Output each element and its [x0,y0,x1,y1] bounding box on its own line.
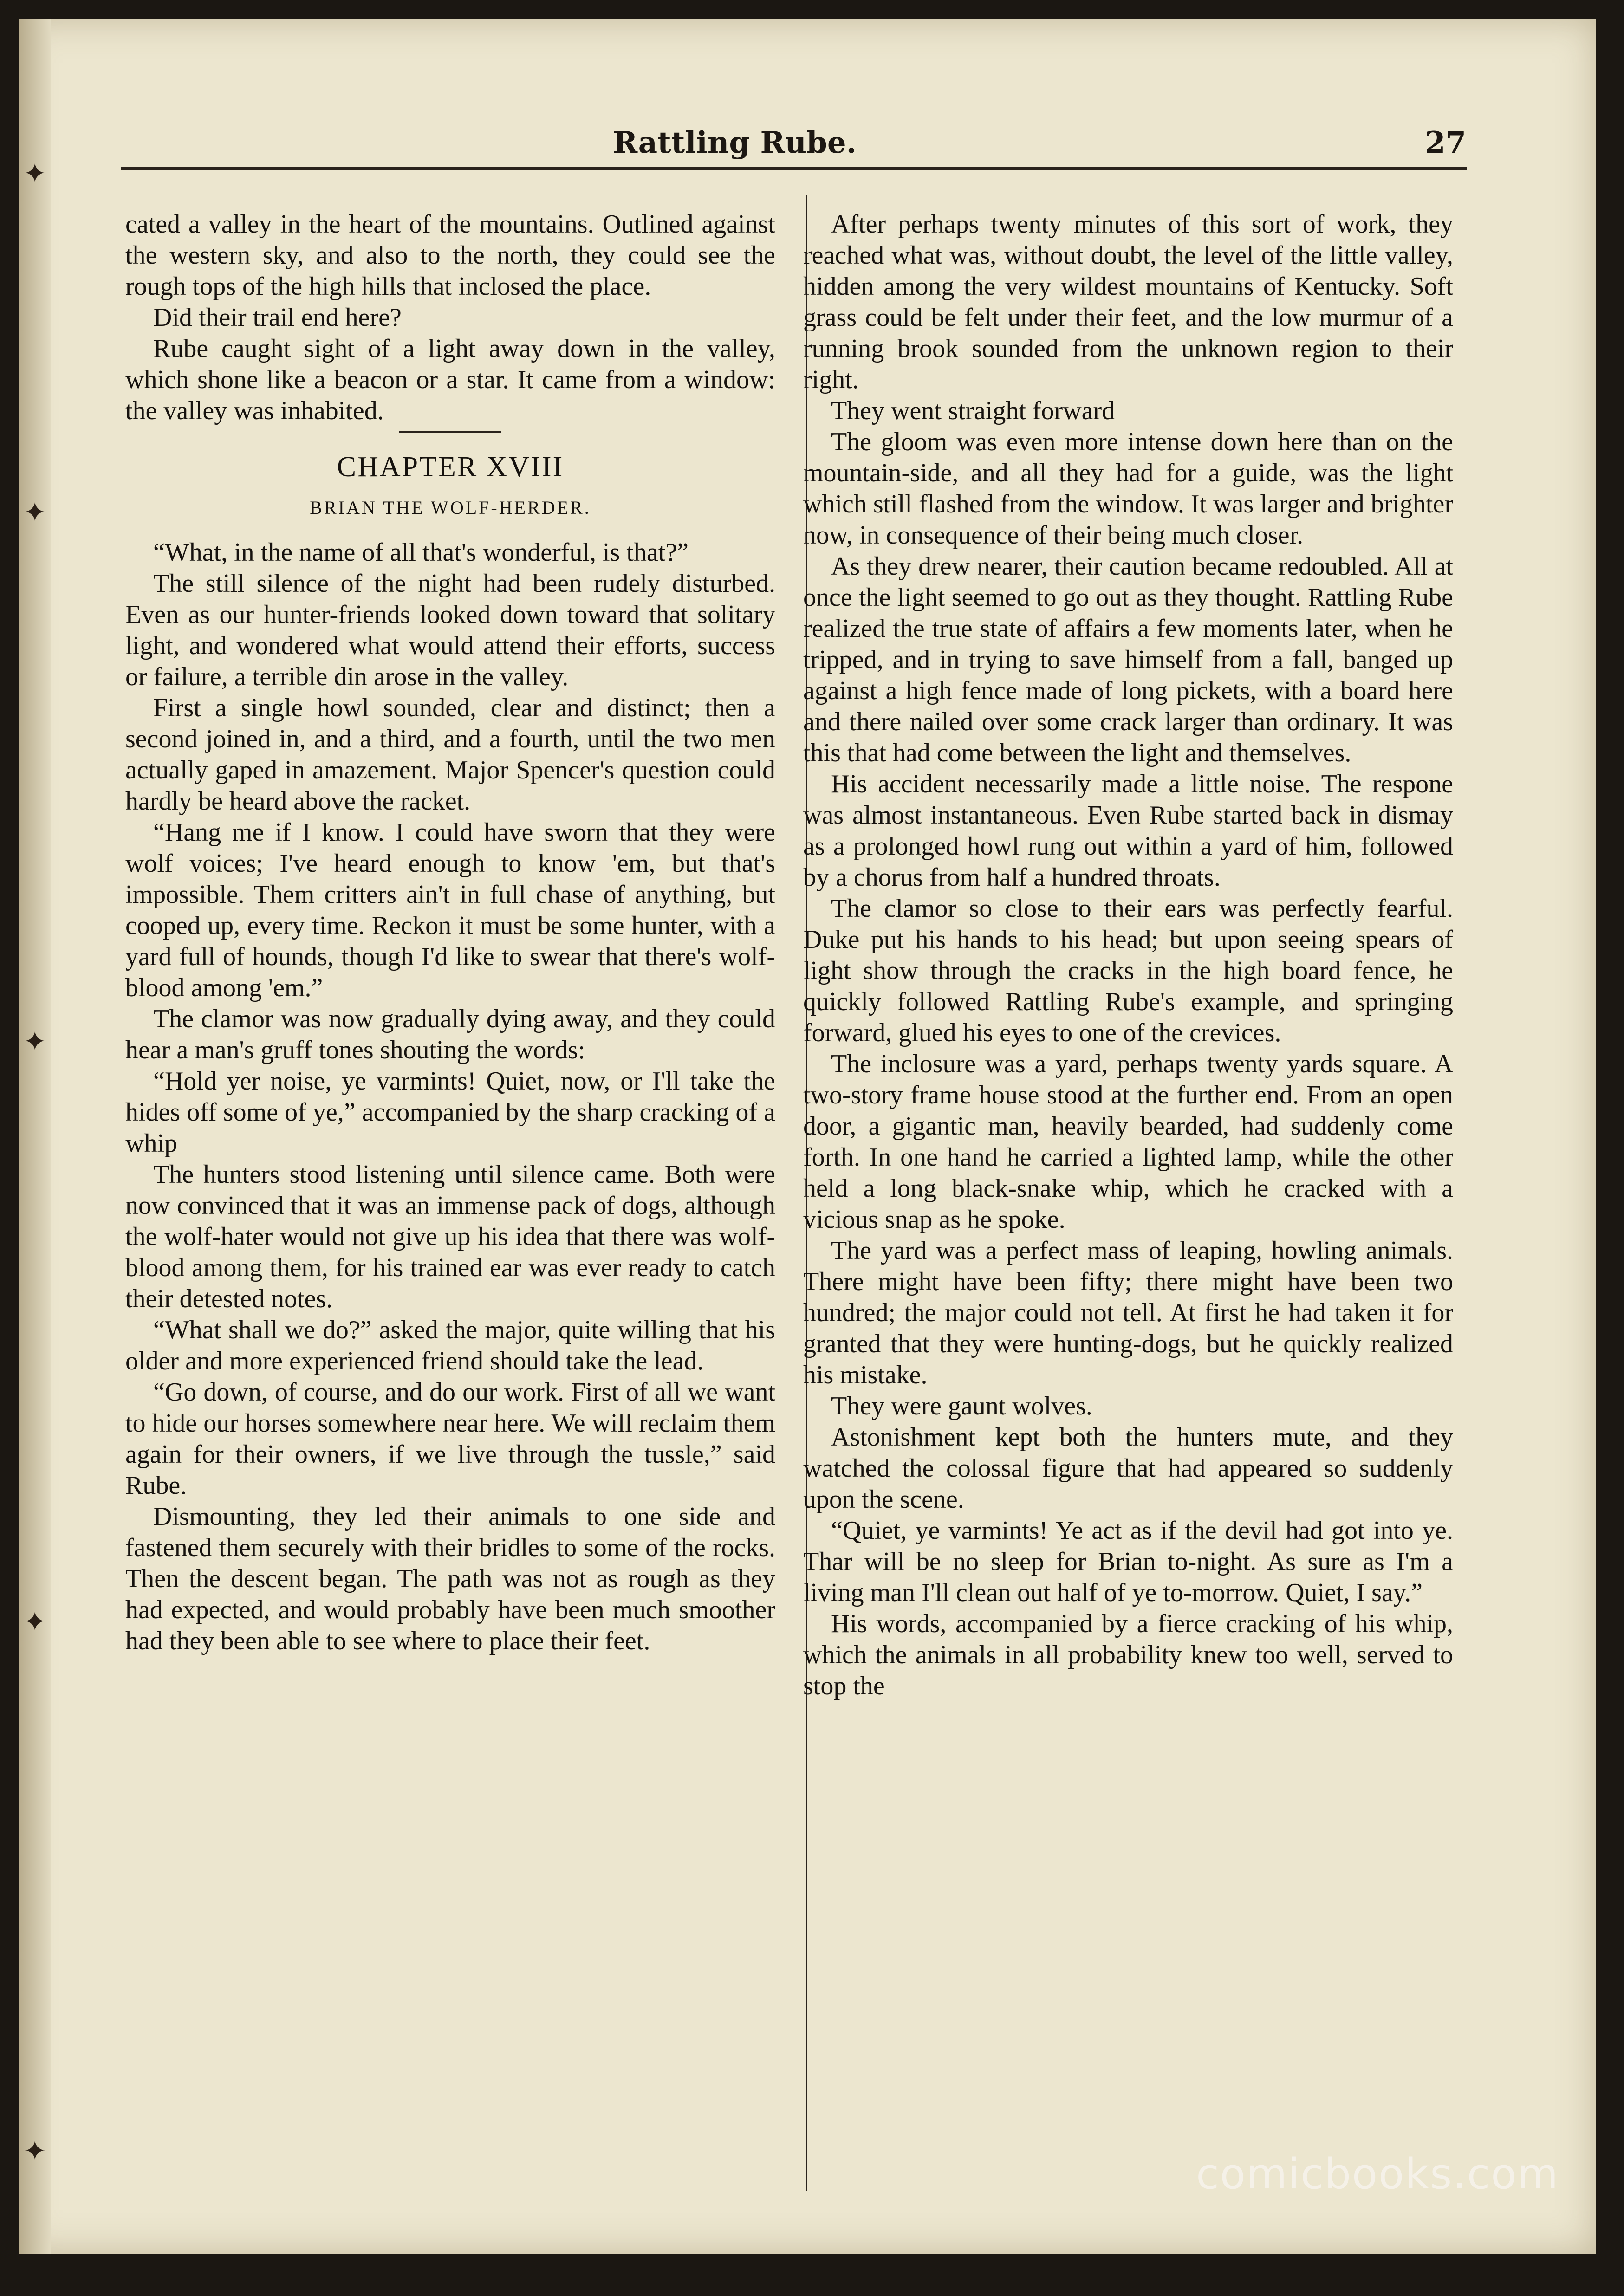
running-title: Rattling Rube. [613,125,857,160]
right-column [803,209,1453,1702]
paragraph: “What, in the name of all that's wonderful, is that?” [153,538,689,567]
book-page [19,19,1596,2254]
paragraph: First a single howl sounded, clear and distinct; then a second joined in, and a third, and a fourth, until the two men actually gaped in amazement. Major Spencer's question could hardly be heard above the racket. [125,694,775,816]
paragraph: After perhaps twenty minutes of this sort of work, they reached what was, without doubt, the level of the little valley, hidden among the very wildest mountains of Kentucky. Soft grass could be felt under their feet, and the low murmur of a running brook sounded from the unknown region to their right. [803,210,1453,394]
paragraph: His accident necessarily made a little noise. The respone was almost instantaneous. Even Rube started back in dismay as a prolonged howl rung out within a yard of him, followed by a chorus from half a hundred throats. [803,770,1453,892]
paragraph: The clamor so close to their ears was perfectly fearful. Duke put his hands to his head; but upon seeing spears of light show through the cracks in the high board fence, he quickly followed Rattling Rube's example, and springing forward, glued his eyes to one of the crevices. [803,894,1453,1047]
paragraph: Did their trail end here? [153,303,402,332]
paragraph: The gloom was even more intense down here than on the mountain-side, and all they had for a guide, was the light which still flashed from the window. It was larger and brighter now, in consequence of their being much closer. [803,428,1453,550]
binding-stitch-mark: ✦ [23,157,47,190]
page-spine [19,19,51,2254]
binding-stitch-mark: ✦ [23,1025,47,1058]
chapter-subtitle: BRIAN THE WOLF-HERDER. [310,497,591,518]
section-rule [399,431,501,433]
paragraph: Astonishment kept both the hunters mute, and they watched the colossal figure that had appeared so suddenly upon the scene. [803,1423,1453,1514]
paragraph: The yard was a perfect mass of leaping, howling animals. There might have been fifty; there might have been two hundred; the major could not tell. At first he had taken it for granted that they were hunting-dogs, but he quickly realized his mistake. [803,1236,1453,1389]
left-column [125,209,775,1657]
paragraph: “What shall we do?” asked the major, quite willing that his older and more experienced friend should take the lead. [125,1316,775,1375]
paragraph: Rube caught sight of a light away down in the valley, which shone like a beacon or a star. It came from a window: the valley was inhabited. [125,334,775,425]
page-number: 27 [1424,125,1466,160]
chapter-title: CHAPTER XVIII [337,451,564,483]
paragraph: Dismounting, they led their animals to one side and fastened them securely with their bridles to some of the rocks. Then the descent began. The path was not as rough as they had expected, and would probably have been much smoother had they been able to see where to place their feet. [125,1502,775,1655]
paragraph: The inclosure was a yard, perhaps twenty yards square. A two-story frame house stood at the further end. From an open door, a gigantic man, heavily bearded, had suddenly come forth. In one hand he carried a lighted lamp, while the other held a long black-snake whip, which he cracked with a vicious snap as he spoke. [803,1050,1453,1234]
site-watermark: comicbooks.com [1196,2150,1559,2199]
paragraph: cated a valley in the heart of the mountains. Outlined against the western sky, and also to the north, they could see the rough tops of the high hills that inclosed the place. [125,210,775,301]
binding-stitch-mark: ✦ [23,1606,47,1638]
header-rule [121,167,1467,170]
paragraph: As they drew nearer, their caution became redoubled. All at once the light seemed to go out as they thought. Rattling Rube realized the true state of affairs a few moments later, when he tripped, and in trying to save himself from a fall, banged up against a high fence made of long pickets, with a board here and there nailed over some crack larger than ordinary. It was this that had come between the light and themselves. [803,552,1453,767]
paragraph: “Hang me if I know. I could have sworn that they were wolf voices; I've heard enough to know 'em, but that's impossible. Them critters ain't in full chase of anything, but cooped up, every time. Reckon it must be some hunter, with a yard full of hounds, though I'd like to swear that there's wolf-blood among 'em.” [125,818,775,1002]
binding-stitch-mark: ✦ [23,496,47,529]
paragraph: “Quiet, ye varmints! Ye act as if the devil had got into ye. Thar will be no sleep for Brian to-night. As sure as I'm a living man I'll clean out half of ye to-morrow. Quiet, I say.” [803,1516,1453,1607]
paragraph: “Hold yer noise, ye varmints! Quiet, now, or I'll take the hides off some of ye,” accompanied by the sharp cracking of a whip [125,1067,775,1158]
paragraph: The clamor was now gradually dying away, and they could hear a man's gruff tones shouting the words: [125,1005,775,1064]
paragraph: “Go down, of course, and do our work. First of all we want to hide our horses somewhere near here. We will reclaim them again for their owners, if we live through the tussle,” said Rube. [125,1378,775,1500]
binding-stitch-mark: ✦ [23,2135,47,2167]
paragraph: The still silence of the night had been rudely disturbed. Even as our hunter-friends looked down toward that solitary light, and wondered what would attend their efforts, success or failure, a terrible din arose in the valley. [125,569,775,691]
paragraph: His words, accompanied by a fierce cracking of his whip, which the animals in all probability knew too well, served to stop the [803,1609,1453,1700]
paragraph: They were gaunt wolves. [831,1392,1092,1420]
paragraph: The hunters stood listening until silence came. Both were now convinced that it was an immense pack of dogs, although the wolf-hater would not give up his idea that there was wolf-blood among them, for his trained ear was ever ready to catch their detested notes. [125,1160,775,1313]
paragraph: They went straight forward [831,396,1115,425]
